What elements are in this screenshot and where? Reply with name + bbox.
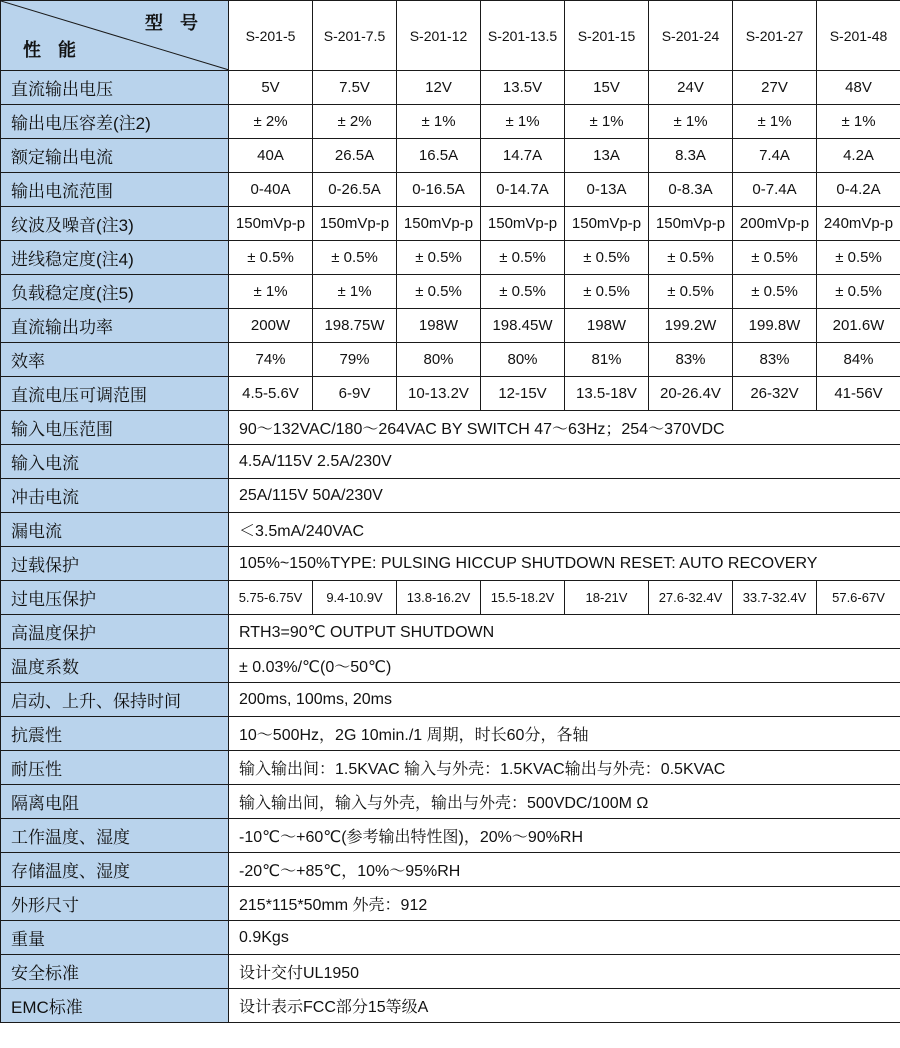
- row-label: 输入电压范围: [1, 411, 229, 445]
- value-cell: 4.2A: [817, 139, 900, 173]
- row-label: 直流电压可调范围: [1, 377, 229, 411]
- value-cell: 199.2W: [649, 309, 733, 343]
- row-label: 漏电流: [1, 513, 229, 547]
- value-cell: 0-8.3A: [649, 173, 733, 207]
- row-label: 高温度保护: [1, 615, 229, 649]
- value-cell: 199.8W: [733, 309, 817, 343]
- value-cell: 0-4.2A: [817, 173, 900, 207]
- value-cell: 0-13A: [565, 173, 649, 207]
- spanning-value-cell: 215*115*50mm 外壳：912: [229, 887, 900, 921]
- row-label: 进线稳定度(注4): [1, 241, 229, 275]
- value-cell: 4.5-5.6V: [229, 377, 313, 411]
- value-cell: 0-16.5A: [397, 173, 481, 207]
- row-label: 存储温度、湿度: [1, 853, 229, 887]
- value-cell: 18-21V: [565, 581, 649, 615]
- value-cell: ± 0.5%: [817, 241, 900, 275]
- row-dimensions: [1, 887, 900, 921]
- model-header-cell: S-201-24: [649, 1, 733, 71]
- spanning-value-cell: 4.5A/115V 2.5A/230V: [229, 445, 900, 479]
- spanning-value-cell: 输入输出间：1.5KVAC 输入与外壳：1.5KVAC输出与外壳：0.5KVAC: [229, 751, 900, 785]
- value-cell: 201.6W: [817, 309, 900, 343]
- value-cell: 57.6-67V: [817, 581, 900, 615]
- spanning-value-cell: 设计交付UL1950: [229, 955, 900, 989]
- row-line-regulation: [1, 241, 900, 275]
- value-cell: 7.5V: [313, 71, 397, 105]
- header-model-label: 型 号: [144, 13, 204, 33]
- row-efficiency: [1, 343, 900, 377]
- spanning-value-cell: ＜3.5mA/240VAC: [229, 513, 900, 547]
- value-cell: 198W: [397, 309, 481, 343]
- row-overvoltage-protection: [1, 581, 900, 615]
- row-vibration: [1, 717, 900, 751]
- row-label: 输入电流: [1, 445, 229, 479]
- row-inrush-current: [1, 479, 900, 513]
- row-temp-coefficient: [1, 649, 900, 683]
- value-cell: 41-56V: [817, 377, 900, 411]
- value-cell: 27V: [733, 71, 817, 105]
- header-row: [1, 1, 900, 71]
- value-cell: 13A: [565, 139, 649, 173]
- value-cell: ± 0.5%: [313, 241, 397, 275]
- row-dc-voltage: [1, 71, 900, 105]
- row-leakage-current: [1, 513, 900, 547]
- value-cell: 5V: [229, 71, 313, 105]
- value-cell: 84%: [817, 343, 900, 377]
- value-cell: 0-14.7A: [481, 173, 565, 207]
- row-ripple-noise: [1, 207, 900, 241]
- value-cell: ± 2%: [313, 105, 397, 139]
- value-cell: 198.45W: [481, 309, 565, 343]
- value-cell: 150mVp-p: [481, 207, 565, 241]
- value-cell: ± 0.5%: [733, 241, 817, 275]
- row-label: EMC标准: [1, 989, 229, 1023]
- value-cell: 150mVp-p: [649, 207, 733, 241]
- row-load-regulation: [1, 275, 900, 309]
- value-cell: 15.5-18.2V: [481, 581, 565, 615]
- spanning-value-cell: 25A/115V 50A/230V: [229, 479, 900, 513]
- row-input-voltage: [1, 411, 900, 445]
- value-cell: ± 1%: [229, 275, 313, 309]
- value-cell: 83%: [649, 343, 733, 377]
- value-cell: 16.5A: [397, 139, 481, 173]
- value-cell: 81%: [565, 343, 649, 377]
- value-cell: 26-32V: [733, 377, 817, 411]
- model-header-cell: S-201-27: [733, 1, 817, 71]
- row-storage-temp: [1, 853, 900, 887]
- value-cell: 24V: [649, 71, 733, 105]
- row-input-current: [1, 445, 900, 479]
- value-cell: 12-15V: [481, 377, 565, 411]
- value-cell: 83%: [733, 343, 817, 377]
- value-cell: 0-26.5A: [313, 173, 397, 207]
- row-label: 耐压性: [1, 751, 229, 785]
- row-label: 工作温度、湿度: [1, 819, 229, 853]
- row-safety-standard: [1, 955, 900, 989]
- spanning-value-cell: 200ms, 100ms, 20ms: [229, 683, 900, 717]
- row-weight: [1, 921, 900, 955]
- spanning-value-cell: 10～500Hz，2G 10min./1 周期，时长60分，各轴: [229, 717, 900, 751]
- row-label: 效率: [1, 343, 229, 377]
- value-cell: 33.7-32.4V: [733, 581, 817, 615]
- value-cell: ± 0.5%: [817, 275, 900, 309]
- model-header-cell: S-201-12: [397, 1, 481, 71]
- header-corner-cell: [1, 1, 229, 71]
- row-voltage-tolerance: [1, 105, 900, 139]
- value-cell: 150mVp-p: [565, 207, 649, 241]
- value-cell: 20-26.4V: [649, 377, 733, 411]
- row-overload-protection: [1, 547, 900, 581]
- model-header-cell: S-201-7.5: [313, 1, 397, 71]
- value-cell: 150mVp-p: [229, 207, 313, 241]
- value-cell: 27.6-32.4V: [649, 581, 733, 615]
- value-cell: 198W: [565, 309, 649, 343]
- model-header-cell: S-201-5: [229, 1, 313, 71]
- value-cell: 80%: [397, 343, 481, 377]
- spanning-value-cell: 输入输出间，输入与外壳，输出与外壳：500VDC/100M Ω: [229, 785, 900, 819]
- row-label: 直流输出功率: [1, 309, 229, 343]
- value-cell: 10-13.2V: [397, 377, 481, 411]
- row-label: 外形尺寸: [1, 887, 229, 921]
- row-working-temp: [1, 819, 900, 853]
- row-label: 输出电压容差(注2): [1, 105, 229, 139]
- value-cell: 8.3A: [649, 139, 733, 173]
- row-withstand-voltage: [1, 751, 900, 785]
- value-cell: 15V: [565, 71, 649, 105]
- value-cell: 150mVp-p: [397, 207, 481, 241]
- value-cell: 40A: [229, 139, 313, 173]
- value-cell: 48V: [817, 71, 900, 105]
- value-cell: 74%: [229, 343, 313, 377]
- row-over-temp-protection: [1, 615, 900, 649]
- value-cell: ± 0.5%: [481, 241, 565, 275]
- row-emc-standard: [1, 989, 900, 1023]
- value-cell: ± 1%: [565, 105, 649, 139]
- value-cell: 198.75W: [313, 309, 397, 343]
- value-cell: ± 0.5%: [649, 241, 733, 275]
- spanning-value-cell: 105%~150%TYPE: PULSING HICCUP SHUTDOWN RESET: AUTO RECOVERY: [229, 547, 900, 581]
- spanning-value-cell: 90～132VAC/180～264VAC BY SWITCH 47～63Hz；254～370VDC: [229, 411, 900, 445]
- row-label: 负载稳定度(注5): [1, 275, 229, 309]
- row-label: 纹波及噪音(注3): [1, 207, 229, 241]
- value-cell: ± 0.5%: [733, 275, 817, 309]
- row-label: 抗震性: [1, 717, 229, 751]
- spanning-value-cell: 设计表示FCC部分15等级A: [229, 989, 900, 1023]
- model-header-cell: S-201-48: [817, 1, 900, 71]
- value-cell: 14.7A: [481, 139, 565, 173]
- value-cell: ± 0.5%: [649, 275, 733, 309]
- row-label: 启动、上升、保持时间: [1, 683, 229, 717]
- row-label: 过电压保护: [1, 581, 229, 615]
- value-cell: ± 1%: [817, 105, 900, 139]
- model-header-cell: S-201-13.5: [481, 1, 565, 71]
- row-isolation-resistance: [1, 785, 900, 819]
- row-startup-time: [1, 683, 900, 717]
- value-cell: 13.5-18V: [565, 377, 649, 411]
- row-label: 温度系数: [1, 649, 229, 683]
- value-cell: 6-9V: [313, 377, 397, 411]
- value-cell: ± 0.5%: [229, 241, 313, 275]
- value-cell: 200mVp-p: [733, 207, 817, 241]
- spanning-value-cell: RTH3=90℃ OUTPUT SHUTDOWN: [229, 615, 900, 649]
- value-cell: 0-7.4A: [733, 173, 817, 207]
- value-cell: 13.5V: [481, 71, 565, 105]
- row-dc-power: [1, 309, 900, 343]
- value-cell: ± 1%: [481, 105, 565, 139]
- row-label: 额定输出电流: [1, 139, 229, 173]
- value-cell: 5.75-6.75V: [229, 581, 313, 615]
- value-cell: 200W: [229, 309, 313, 343]
- value-cell: 240mVp-p: [817, 207, 900, 241]
- row-label: 安全标准: [1, 955, 229, 989]
- value-cell: 150mVp-p: [313, 207, 397, 241]
- value-cell: 12V: [397, 71, 481, 105]
- spanning-value-cell: -20℃～+85℃，10%～95%RH: [229, 853, 900, 887]
- value-cell: 79%: [313, 343, 397, 377]
- value-cell: 13.8-16.2V: [397, 581, 481, 615]
- row-current-range: [1, 173, 900, 207]
- value-cell: ± 0.5%: [481, 275, 565, 309]
- row-label: 隔离电阻: [1, 785, 229, 819]
- row-rated-current: [1, 139, 900, 173]
- value-cell: ± 1%: [733, 105, 817, 139]
- row-label: 过载保护: [1, 547, 229, 581]
- value-cell: ± 2%: [229, 105, 313, 139]
- value-cell: 9.4-10.9V: [313, 581, 397, 615]
- value-cell: 0-40A: [229, 173, 313, 207]
- row-adjust-range: [1, 377, 900, 411]
- row-label: 输出电流范围: [1, 173, 229, 207]
- spanning-value-cell: ± 0.03%/℃(0～50℃): [229, 649, 900, 683]
- spanning-value-cell: -10℃～+60℃(参考输出特性图)，20%～90%RH: [229, 819, 900, 853]
- spanning-value-cell: 0.9Kgs: [229, 921, 900, 955]
- row-label: 冲击电流: [1, 479, 229, 513]
- value-cell: ± 1%: [397, 105, 481, 139]
- value-cell: ± 0.5%: [565, 241, 649, 275]
- value-cell: 26.5A: [313, 139, 397, 173]
- value-cell: 7.4A: [733, 139, 817, 173]
- value-cell: 80%: [481, 343, 565, 377]
- row-label: 直流输出电压: [1, 71, 229, 105]
- model-header-cell: S-201-15: [565, 1, 649, 71]
- value-cell: ± 1%: [313, 275, 397, 309]
- value-cell: ± 0.5%: [397, 241, 481, 275]
- row-label: 重量: [1, 921, 229, 955]
- value-cell: ± 1%: [649, 105, 733, 139]
- value-cell: ± 0.5%: [565, 275, 649, 309]
- header-performance-label: 性 能: [23, 40, 83, 60]
- value-cell: ± 0.5%: [397, 275, 481, 309]
